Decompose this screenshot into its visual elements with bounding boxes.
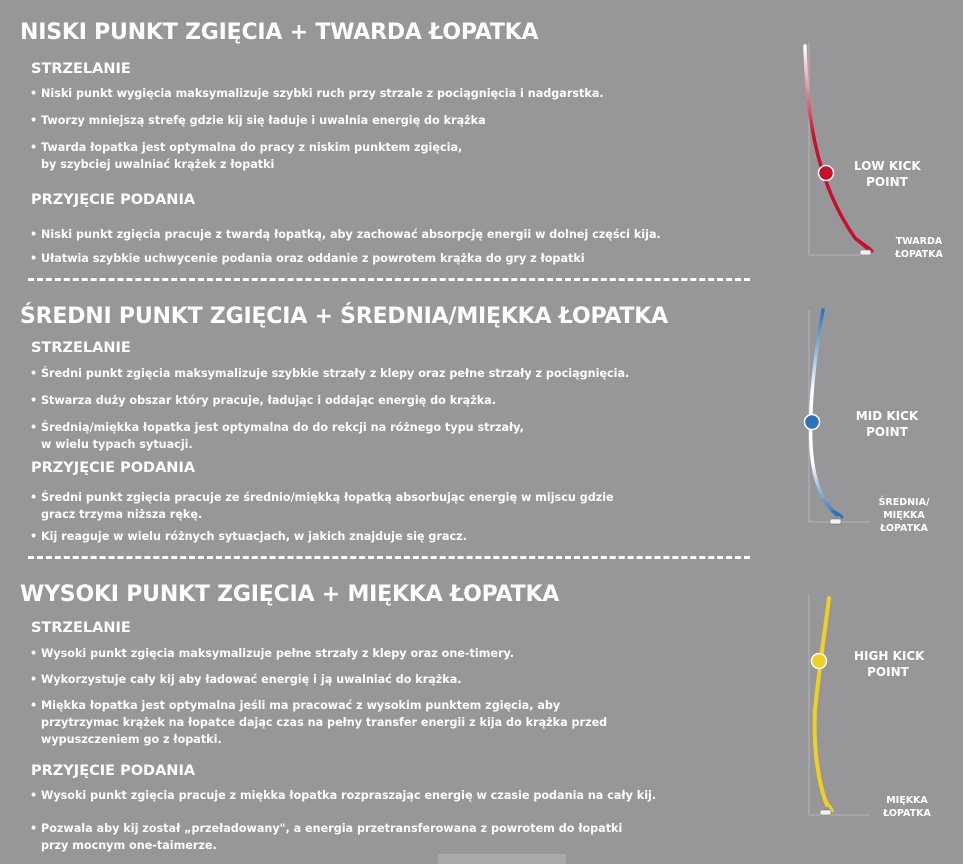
bullet-dot-icon: •	[30, 141, 38, 154]
list-item: • Ułatwia szybkie uchwycenie podania oraz oddanie z powrotem krążka do gry z łopatki	[30, 252, 585, 265]
list-item: • Niski punkt zgięcia pracuje z twardą łopatką, aby zachować absorpcję energii w dolnej części kija.	[30, 228, 661, 241]
section-divider	[28, 556, 750, 559]
section-divider	[28, 278, 750, 281]
list-item: • Miękka łopatka jest optymalna jeśli ma pracować z wysokim punktem zgięcia, aby przytrzymac krążek na łopatce dając czas na pełny transfer energii z kija do krążka przed wypuszczeniem go z łopatki.	[30, 699, 608, 746]
list-item: • Niski punkt wygięcia maksymalizuje szybki ruch przy strzale z pociągnięcia i nadgarstka.	[30, 87, 604, 100]
puck-icon	[830, 519, 841, 524]
passing-heading: PRZYJĘCIE PODANIA	[31, 460, 196, 476]
bullet-dot-icon: •	[30, 114, 38, 127]
kick-point-marker-icon	[819, 166, 834, 181]
list-item: • Tworzy mniejszą strefę gdzie kij się ładuje i uwalnia energię do krążka	[30, 114, 486, 127]
kick-point-marker-icon	[812, 654, 827, 669]
shooting-heading: STRZELANIE	[31, 61, 131, 77]
bullet-dot-icon: •	[30, 530, 38, 543]
list-item: • Średni punkt zgięcia pracuje ze średnio/miękką łopatką absorbując energię w mijscu gdzie gracz trzyma niższa rękę.	[30, 491, 614, 521]
bullet-dot-icon: •	[30, 789, 38, 802]
bullet-dot-icon: •	[30, 252, 38, 265]
bullet-dot-icon: •	[30, 421, 38, 434]
section-title: WYSOKI PUNKT ZGIĘCIA + MIĘKKA ŁOPATKA	[20, 582, 560, 607]
list-item: • Kij reaguje w wielu różnych sytuacjach, w jakich znajduje się gracz.	[30, 530, 467, 543]
kick-point-marker-icon	[805, 415, 820, 430]
bullet-dot-icon: •	[30, 87, 38, 100]
hockey-stick-flex-icon	[795, 590, 895, 825]
kick-point-label: LOW KICK POINT	[854, 159, 921, 189]
list-item: • Stwarza duży obszar który pracuje, ładując i oddając energię do krążka.	[30, 394, 496, 407]
list-item: • Pozwala aby kij został „przeładowany", a energia przetransferowana z powrotem do łopatki przy mocnym one-taimerze.	[30, 822, 623, 852]
list-item: • Twarda łopatka jest optymalna do pracy z niskim punktem zgięcia, by szybciej uwalniać krążek z łopatki	[30, 141, 463, 171]
bullet-dot-icon: •	[30, 673, 38, 686]
section-title: ŚREDNI PUNKT ZGIĘCIA + ŚREDNIA/MIĘKKA ŁOPATKA	[20, 304, 668, 329]
kick-point-label: MID KICK POINT	[855, 409, 919, 439]
blade-label: ŚREDNIA/ MIĘKKA ŁOPATKA	[878, 497, 930, 534]
puck-icon	[860, 250, 871, 255]
bullet-dot-icon: •	[30, 647, 38, 660]
blade-label: MIĘKKA ŁOPATKA	[883, 795, 931, 819]
bottom-tab[interactable]	[438, 854, 566, 864]
bullet-dot-icon: •	[30, 699, 38, 712]
bullet-dot-icon: •	[30, 228, 38, 241]
hockey-stick-flex-icon	[795, 38, 895, 263]
list-item: • Wysoki punkt zgięcia maksymalizuje pełne strzały z klepy oraz one-timery.	[30, 647, 514, 660]
kick-point-label: HIGH KICK POINT	[854, 649, 925, 679]
bullet-dot-icon: •	[30, 491, 38, 504]
bullet-dot-icon: •	[30, 367, 38, 380]
shooting-heading: STRZELANIE	[31, 620, 131, 636]
list-item: • Średni punkt zgięcia maksymalizuje szybkie strzały z klepy oraz pełne strzały z pociągnięcia.	[30, 367, 630, 380]
passing-heading: PRZYJĘCIE PODANIA	[31, 192, 196, 208]
section-title: NISKI PUNKT ZGIĘCIA + TWARDA ŁOPATKA	[20, 20, 539, 45]
blade-label: TWARDA ŁOPATKA	[895, 236, 943, 260]
bullet-dot-icon: •	[30, 394, 38, 407]
bullet-dot-icon: •	[30, 822, 38, 835]
puck-icon	[820, 810, 831, 815]
list-item: • Średnią/miękka łopatka jest optymalna do do rekcji na różnego typu strzały, w wielu typach sytuacji.	[30, 421, 524, 451]
list-item: • Wykorzystuje cały kij aby ładować energię i ją uwalniać do krążka.	[30, 673, 462, 686]
shooting-heading: STRZELANIE	[31, 340, 131, 356]
list-item: • Wysoki punkt zgięcia pracuje z miękka łopatka rozpraszając energię w czasie podania na cały kij.	[30, 789, 657, 802]
passing-heading: PRZYJĘCIE PODANIA	[31, 763, 196, 779]
